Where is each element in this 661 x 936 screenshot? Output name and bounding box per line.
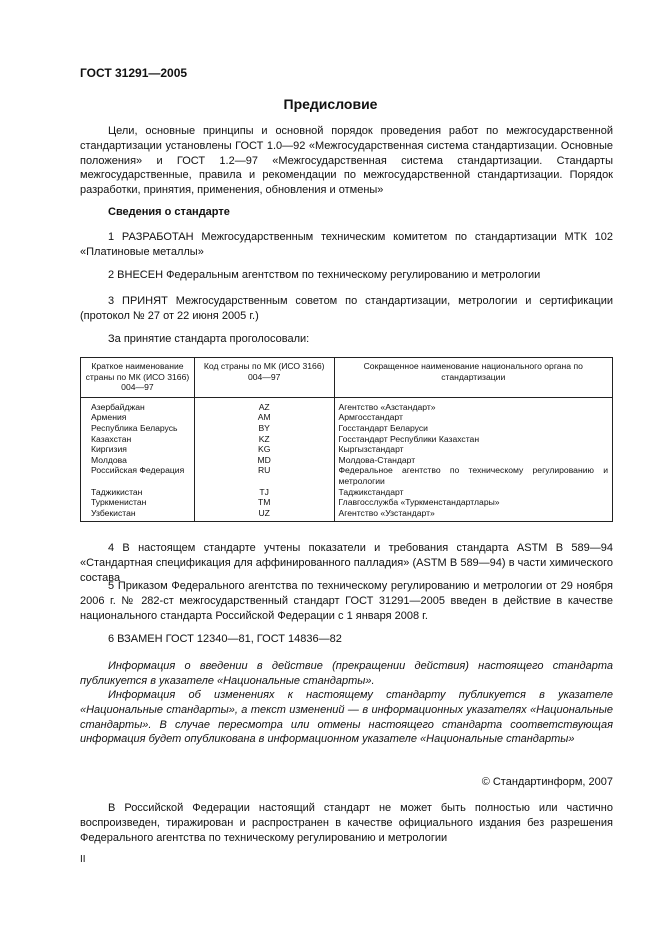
item-2-paragraph: 2 ВНЕСЕН Федеральным агентством по техническому регулированию и метрологии — [108, 269, 541, 281]
voting-countries-table — [80, 357, 613, 522]
standards-body: Таджикстандарт — [334, 487, 612, 498]
table-row — [81, 497, 613, 508]
page-number: II — [80, 854, 86, 865]
standards-body: Агентство «Азстандарт» — [334, 397, 612, 412]
vote-caption: За принятие стандарта проголосовали: — [108, 333, 310, 345]
column-header-country: Краткое наименование страны по МК (ИСО 3166) 004—97 — [81, 358, 195, 398]
item-6-paragraph: 6 ВЗАМЕН ГОСТ 12340—81, ГОСТ 14836—82 — [108, 633, 342, 645]
country-name: Казахстан — [81, 434, 195, 445]
item-5-paragraph: 5 Приказом Федерального агентства по техническому регулированию и метрологии от 29 ноября 2006 г. № 282-ст межгосударственный стандарт ГОСТ 31291—2005 введен в действие в качестве национального стандарта Российской Федерации с 1 января 2008 г. — [80, 580, 613, 622]
publication-notice: Информация о введении в действие (прекращении действия) настоящего стандарта публикуется в указателе «Национальные стандарты». — [80, 660, 613, 687]
legal-notice: В Российской Федерации настоящий стандарт не может быть полностью или частично воспроизведен, тиражирован и распространен в качестве официального издания без разрешения Федерального агентства по техническому регулированию и метрологии — [80, 802, 613, 844]
country-name: Киргизия — [81, 444, 195, 455]
table-row — [81, 423, 613, 434]
country-name: Республика Беларусь — [81, 423, 195, 434]
country-code: UZ — [194, 508, 334, 522]
standards-body: Главгосслужба «Туркменстандартлары» — [334, 497, 612, 508]
amendment-notice: Информация об изменениях к настоящему стандарту публикуется в указателе «Национальные стандарты», а текст изменений — в информационных указателях «Национальные стандарты». В случае пересмотра или отмены настоящего стандарта соответствующая информация будет опубликована в информационном указателе «Национальные стандарты» — [80, 689, 613, 746]
country-code: AZ — [194, 397, 334, 412]
country-code: TM — [194, 497, 334, 508]
table-row — [81, 412, 613, 423]
table-row — [81, 508, 613, 522]
country-name: Молдова — [81, 455, 195, 466]
table-row — [81, 434, 613, 445]
country-name: Таджикистан — [81, 487, 195, 498]
country-name: Российская Федерация — [81, 465, 195, 486]
standards-body: Армгосстандарт — [334, 412, 612, 423]
item-4-paragraph: 4 В настоящем стандарте учтены показатели и требования стандарта ASTM B 589—94 «Стандартная спецификация для аффинированного палладия» (ASTM B 589—94) в части химического состава — [80, 542, 613, 584]
intro-paragraph: Цели, основные принципы и основной порядок проведения работ по межгосударственной стандартизации установлены ГОСТ 1.0—92 «Межгосударственная система стандартизации. Основные положения» и ГОСТ 1.2—97 «Межгосударственная система стандартизации. Стандарты межгосударственные, правила и рекомендации по межгосударственной стандартизации. Порядок разработки, принятия, применения, обновления и отмены» — [80, 125, 613, 197]
item-1-paragraph: 1 РАЗРАБОТАН Межгосударственным техническим комитетом по стандартизации МТК 102 «Платиновые металлы» — [80, 231, 613, 258]
country-code: KG — [194, 444, 334, 455]
table-row — [81, 444, 613, 455]
standards-body: Кыргызстандарт — [334, 444, 612, 455]
section-heading: Сведения о стандарте — [108, 206, 230, 218]
country-code: RU — [194, 465, 334, 486]
table-row — [81, 455, 613, 466]
standards-body: Молдова-Стандарт — [334, 455, 612, 466]
table-row — [81, 487, 613, 498]
column-header-body: Сокращенное наименование национального органа по стандартизации — [334, 358, 612, 398]
item-3-paragraph: 3 ПРИНЯТ Межгосударственным советом по стандартизации, метрологии и сертификации (протокол № 27 от 22 июня 2005 г.) — [80, 295, 613, 322]
standards-body: Госстандарт Беларуси — [334, 423, 612, 434]
page-title: Предисловие — [283, 96, 378, 112]
standards-body: Федеральное агентство по техническому регулированию и метрологии — [334, 465, 612, 486]
country-name: Армения — [81, 412, 195, 423]
country-code: MD — [194, 455, 334, 466]
country-code: TJ — [194, 487, 334, 498]
country-code: KZ — [194, 434, 334, 445]
table-row — [81, 465, 613, 486]
table-header-row — [81, 358, 613, 398]
document-code: ГОСТ 31291—2005 — [80, 66, 188, 80]
country-code: BY — [194, 423, 334, 434]
standards-body: Госстандарт Республики Казахстан — [334, 434, 612, 445]
table-row — [81, 397, 613, 412]
country-name: Туркменистан — [81, 497, 195, 508]
country-code: AM — [194, 412, 334, 423]
copyright-line: © Стандартинформ, 2007 — [481, 776, 613, 788]
standards-body: Агентство «Узстандарт» — [334, 508, 612, 522]
country-name: Азербайджан — [81, 397, 195, 412]
column-header-code: Код страны по МК (ИСО 3166) 004—97 — [194, 358, 334, 398]
country-name: Узбекистан — [81, 508, 195, 522]
